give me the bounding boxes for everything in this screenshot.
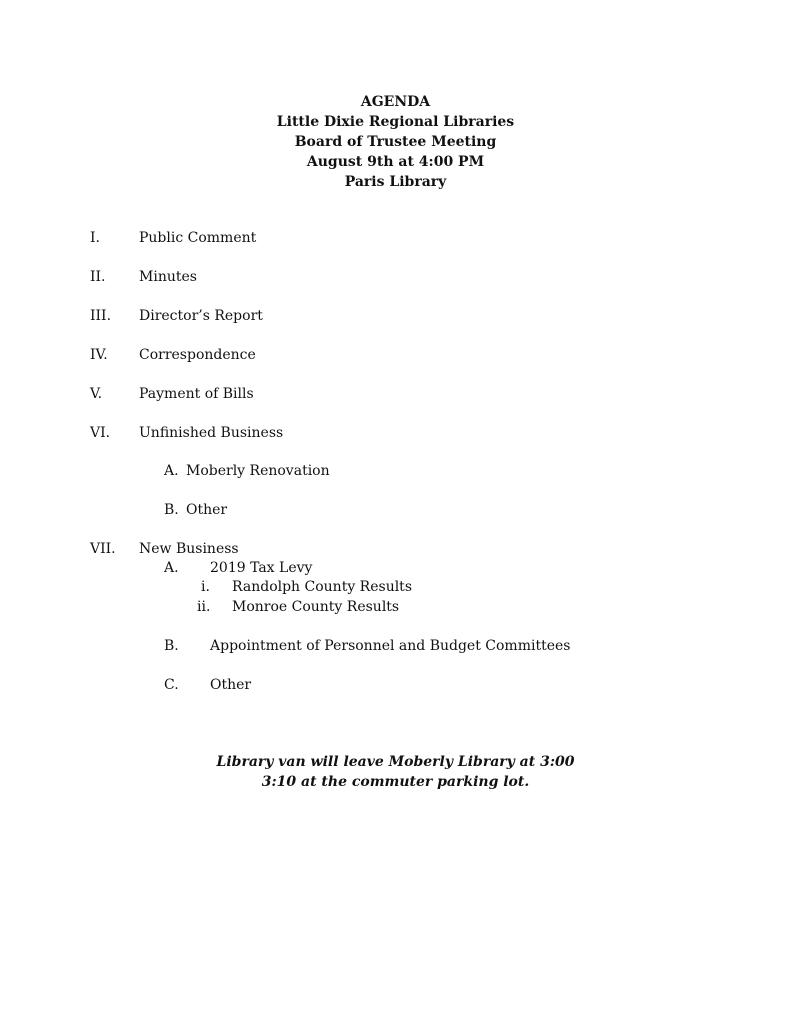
subitem-tax-levy: 2019 Tax Levy [210,560,313,576]
transport-note-line-1: Library van will leave Moberly Library at 3:00 [216,754,575,770]
subsubitem-randolph-county-results: Randolph County Results [232,579,412,595]
item-number-3: III. [90,308,112,324]
subitem-number-7c: C. [164,677,179,693]
subitem-number-7b: B. [164,638,179,654]
transport-note-line-2: 3:10 at the commuter parking lot. [261,774,530,790]
item-number-2: II. [90,269,106,285]
subitem-number-6a: A. [164,463,179,479]
item-unfinished-business: Unfinished Business [139,425,284,441]
item-number-5: V. [90,386,103,402]
item-minutes: Minutes [139,269,197,285]
item-correspondence: Correspondence [139,347,256,363]
transport-note [0,752,791,792]
subsubitem-monroe-county-results: Monroe County Results [232,599,400,615]
subitem-other-unfinished: Other [186,502,228,518]
item-payment-of-bills: Payment of Bills [139,386,254,402]
subsubitem-number-7a-i: i. [201,579,210,595]
organization-name: Little Dixie Regional Libraries [276,114,515,130]
subitem-number-6b: B. [164,502,179,518]
item-public-comment: Public Comment [139,230,257,246]
subitem-moberly-renovation: Moberly Renovation [186,463,330,479]
subitem-other-new: Other [210,677,252,693]
subitem-number-7a: A. [164,560,179,576]
subitem-committee-appointments: Appointment of Personnel and Budget Committees [210,638,571,654]
meeting-name: Board of Trustee Meeting [294,134,497,150]
meeting-datetime: August 9th at 4:00 PM [306,154,485,170]
item-number-7: VII. [90,541,116,557]
item-directors-report: Director’s Report [139,308,263,324]
agenda-title: AGENDA [360,94,431,110]
subsubitem-number-7a-ii: ii. [197,599,211,615]
item-new-business: New Business [139,541,239,557]
agenda-header [0,92,791,192]
item-number-6: VI. [90,425,111,441]
meeting-location: Paris Library [344,174,447,190]
item-number-4: IV. [90,347,108,363]
item-number-1: I. [90,230,100,246]
